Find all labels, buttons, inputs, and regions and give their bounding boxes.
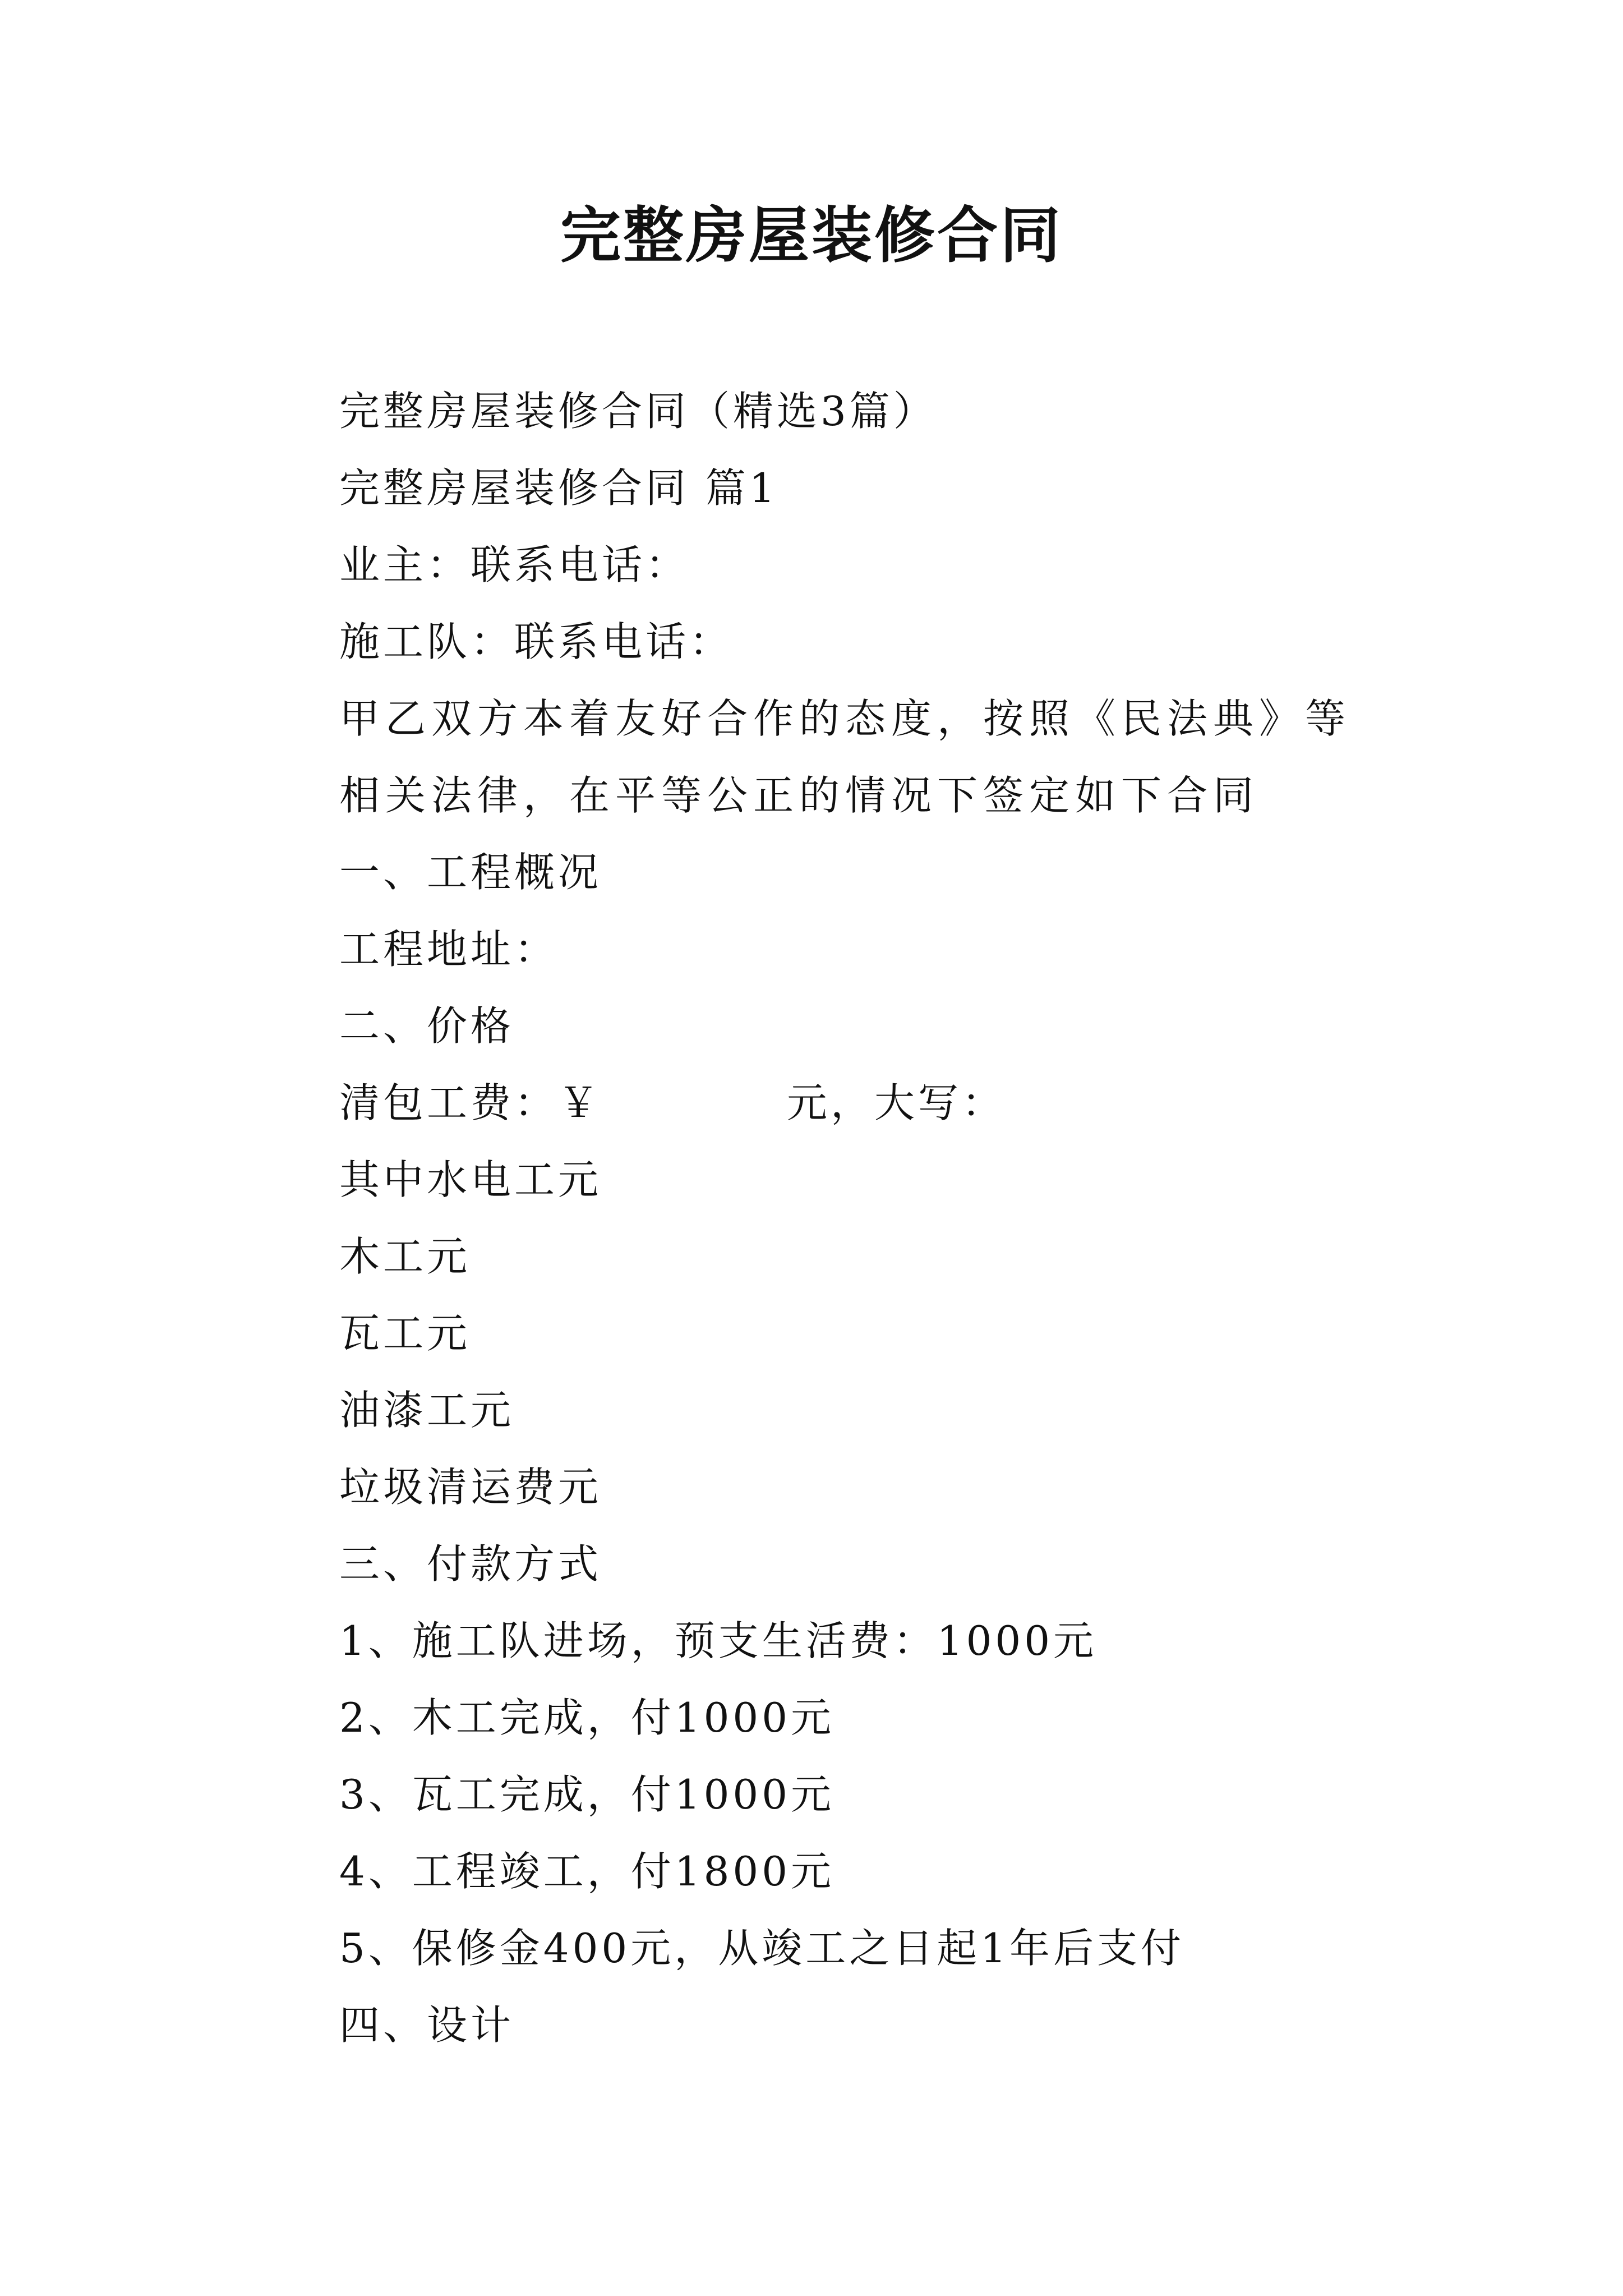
paragraph-design-heading: 四、设计	[339, 2001, 515, 2049]
fee-unit: 元，大写：	[787, 1079, 1006, 1126]
paragraph-project-address: 工程地址：	[339, 926, 559, 973]
paragraph-owner-contact: 业主：联系电话：	[339, 541, 690, 588]
list-item: 瓦工元	[339, 1310, 471, 1357]
paragraph-subtitle: 完整房屋装修合同（精选3篇）	[339, 388, 937, 435]
paragraph-labor-fee	[250, 1065, 1388, 1142]
document-title: 完整房屋装修合同	[560, 200, 1063, 271]
list-item: 5、保修金400元，从竣工之日起1年后支付	[339, 1925, 1185, 1972]
list-item: 2、木工完成，付1000元	[339, 1694, 835, 1741]
paragraph-team-contact: 施工队：联系电话：	[339, 618, 734, 665]
list-item: 1、施工队进场，预支生活费：1000元	[339, 1617, 1098, 1664]
paragraph-payment-heading: 三、付款方式	[339, 1540, 602, 1588]
paragraph-price-heading: 二、价格	[339, 1002, 515, 1050]
list-item: 木工元	[339, 1233, 471, 1280]
document-body	[250, 373, 1388, 2064]
list-item: 油漆工元	[339, 1387, 515, 1434]
list-item: 3、瓦工完成，付1000元	[339, 1771, 835, 1818]
fee-label: 清包工费：￥	[339, 1079, 602, 1126]
paragraph-project-overview: 一、工程概况	[339, 849, 602, 896]
list-item: 其中水电工元	[339, 1156, 602, 1203]
list-item: 4、工程竣工，付1800元	[339, 1848, 835, 1895]
paragraph-section-heading: 完整房屋装修合同 篇1	[339, 464, 778, 512]
paragraph-agreement-intro: 甲乙双方本着友好合作的态度，按照《民法典》等相关法律，在平等公正的情况下签定如下合同	[339, 695, 1352, 819]
list-item: 垃圾清运费元	[339, 1464, 602, 1511]
